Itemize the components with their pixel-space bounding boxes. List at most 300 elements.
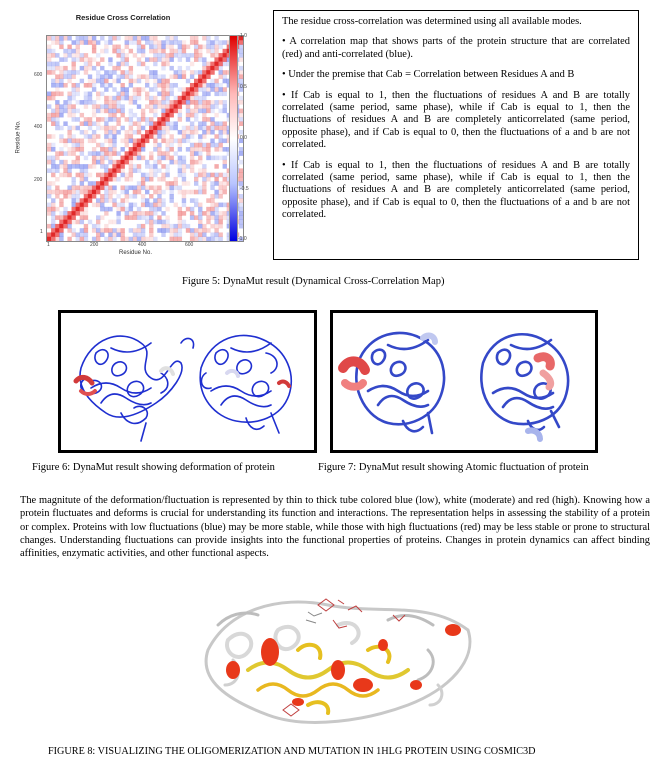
heatmap-cell	[206, 173, 210, 178]
heatmap-cell	[145, 117, 149, 122]
heatmap-cell	[214, 121, 218, 126]
heatmap-cell	[76, 100, 80, 105]
heatmap-cell	[145, 40, 149, 45]
heatmap-cell	[141, 194, 145, 199]
heatmap-cell	[170, 45, 174, 50]
heatmap-cell	[125, 151, 129, 156]
heatmap-cell	[194, 70, 198, 75]
heatmap-cell	[170, 100, 174, 105]
heatmap-cell	[161, 57, 165, 62]
heatmap-cell	[80, 215, 84, 220]
heatmap-cell	[206, 130, 210, 135]
heatmap-cell	[206, 143, 210, 148]
heatmap-cell	[80, 203, 84, 208]
heatmap-cell	[174, 121, 178, 126]
heatmap-cell	[178, 224, 182, 229]
heatmap-cell	[47, 96, 51, 101]
heatmap-cell	[182, 74, 186, 79]
heatmap-cell	[137, 168, 141, 173]
deformation-protein-image	[58, 310, 317, 453]
heatmap-cell	[182, 53, 186, 58]
heatmap-cell	[76, 207, 80, 212]
heatmap-cell	[165, 156, 169, 161]
heatmap-cell	[108, 220, 112, 225]
heatmap-cell	[198, 173, 202, 178]
heatmap-cell	[104, 147, 108, 152]
heatmap-cell	[198, 45, 202, 50]
heatmap-cell	[133, 164, 137, 169]
heatmap-cell	[100, 49, 104, 54]
heatmap-cell	[149, 36, 153, 41]
heatmap-cell	[72, 151, 76, 156]
heatmap-cell	[157, 117, 161, 122]
heatmap-cell	[76, 45, 80, 50]
heatmap-cell	[170, 134, 174, 139]
heatmap-cell	[165, 100, 169, 105]
heatmap-cell	[202, 79, 206, 84]
heatmap-cell	[96, 62, 100, 67]
heatmap-cell	[210, 232, 214, 237]
heatmap-cell	[96, 79, 100, 84]
heatmap-cell	[80, 181, 84, 186]
heatmap-cell	[104, 134, 108, 139]
heatmap-cell	[67, 92, 71, 97]
heatmap-cell	[190, 83, 194, 88]
heatmap-cell	[112, 203, 116, 208]
heatmap-cell	[133, 156, 137, 161]
heatmap-cell	[149, 109, 153, 114]
heatmap-cell	[202, 185, 206, 190]
heatmap-cell	[210, 143, 214, 148]
heatmap-cell	[149, 207, 153, 212]
heatmap-cell	[51, 211, 55, 216]
heatmap-cell	[153, 62, 157, 67]
heatmap-cell	[112, 45, 116, 50]
heatmap-cell	[161, 224, 165, 229]
heatmap-cell	[96, 143, 100, 148]
heatmap-cell	[80, 220, 84, 225]
heatmap-cell	[76, 160, 80, 165]
heatmap-cell	[47, 181, 51, 186]
heatmap-cell	[153, 45, 157, 50]
heatmap-cell	[80, 177, 84, 182]
heatmap-cell	[206, 36, 210, 41]
heatmap-cell	[55, 237, 59, 241]
heatmap-cell	[194, 40, 198, 45]
heatmap-cell	[157, 207, 161, 212]
heatmap-cell	[80, 66, 84, 71]
heatmap-cell	[51, 164, 55, 169]
heatmap-cell	[116, 79, 120, 84]
heatmap-cell	[214, 211, 218, 216]
heatmap-cell	[100, 181, 104, 186]
explanation-bullet: • If Cab is equal to 1, then the fluctuations of residues A and B are totally correlated (same period, same phase), while if Cab is equal to 1, then the fluctuations of residues A and B are completely anticorrelated (same period, opposite phase), and if Cab is equal to 0, then the fluctuations of a and b are not correlated.	[282, 89, 630, 151]
heatmap-cell	[67, 96, 71, 101]
heatmap-cell	[145, 185, 149, 190]
heatmap-cell	[165, 117, 169, 122]
heatmap-cell	[174, 224, 178, 229]
heatmap-cell	[88, 173, 92, 178]
heatmap-cell	[80, 40, 84, 45]
heatmap-cell	[198, 139, 202, 144]
heatmap-cell	[178, 147, 182, 152]
heatmap-cell	[121, 109, 125, 114]
heatmap-cell	[100, 83, 104, 88]
heatmap-cell	[67, 36, 71, 41]
explanation-bullet: • A correlation map that shows parts of the protein structure that are correlated (red) and anti-correlated (blue).	[282, 36, 630, 60]
heatmap-cell	[178, 160, 182, 165]
heatmap-cell	[214, 194, 218, 199]
heatmap-cell	[129, 177, 133, 182]
heatmap-cell	[121, 53, 125, 58]
heatmap-cell	[190, 151, 194, 156]
heatmap-cell	[198, 203, 202, 208]
heatmap-cell	[104, 87, 108, 92]
heatmap-cell	[63, 83, 67, 88]
heatmap-cell	[149, 57, 153, 62]
heatmap-cell	[133, 211, 137, 216]
heatmap-cell	[104, 74, 108, 79]
heatmap-cell	[165, 151, 169, 156]
heatmap-cell	[112, 185, 116, 190]
heatmap-cell	[59, 151, 63, 156]
heatmap-cell	[202, 62, 206, 67]
heatmap-cell	[178, 87, 182, 92]
heatmap-cell	[112, 173, 116, 178]
heatmap-cell	[223, 126, 227, 131]
heatmap-cell	[108, 109, 112, 114]
heatmap-cell	[121, 156, 125, 161]
heatmap-cell	[100, 109, 104, 114]
heatmap-cell	[92, 147, 96, 152]
heatmap-cell	[104, 151, 108, 156]
heatmap-cell	[219, 185, 223, 190]
heatmap-cell	[186, 190, 190, 195]
heatmap-cell	[190, 62, 194, 67]
heatmap-cell	[219, 237, 223, 241]
heatmap-cell	[125, 194, 129, 199]
heatmap-cell	[112, 168, 116, 173]
heatmap-cell	[100, 74, 104, 79]
heatmap-cell	[145, 79, 149, 84]
heatmap-cell	[239, 66, 243, 71]
heatmap-cell	[194, 228, 198, 233]
heatmap-cell	[63, 70, 67, 75]
heatmap-cell	[198, 134, 202, 139]
heatmap-cell	[67, 190, 71, 195]
heatmap-cell	[157, 151, 161, 156]
heatmap-cell	[219, 126, 223, 131]
heatmap-cell	[214, 104, 218, 109]
heatmap-cell	[149, 156, 153, 161]
heatmap-cell	[92, 156, 96, 161]
heatmap-cell	[84, 164, 88, 169]
heatmap-cell	[84, 57, 88, 62]
heatmap-cell	[170, 139, 174, 144]
heatmap-cell	[129, 139, 133, 144]
heatmap-cell	[137, 190, 141, 195]
heatmap-cell	[108, 156, 112, 161]
heatmap-cell	[63, 53, 67, 58]
heatmap-cell	[96, 96, 100, 101]
heatmap-cell	[198, 215, 202, 220]
heatmap-cell	[88, 126, 92, 131]
heatmap-cell	[178, 173, 182, 178]
heatmap-cell	[59, 57, 63, 62]
heatmap-cell	[104, 109, 108, 114]
heatmap-cell	[202, 134, 206, 139]
heatmap-cell	[190, 215, 194, 220]
heatmap-cell	[178, 40, 182, 45]
heatmap-cell	[182, 190, 186, 195]
heatmap-cell	[59, 109, 63, 114]
heatmap-cell	[108, 190, 112, 195]
heatmap-cell	[112, 232, 116, 237]
heatmap-cell	[186, 92, 190, 97]
heatmap-cell	[47, 92, 51, 97]
heatmap-cell	[190, 147, 194, 152]
heatmap-cell	[125, 215, 129, 220]
heatmap-cell	[104, 100, 108, 105]
heatmap-cell	[219, 224, 223, 229]
heatmap-cell	[59, 228, 63, 233]
heatmap-cell	[47, 168, 51, 173]
heatmap-cell	[59, 203, 63, 208]
heatmap-cell	[51, 147, 55, 152]
heatmap-cell	[100, 117, 104, 122]
heatmap-cell	[141, 203, 145, 208]
heatmap-cell	[67, 147, 71, 152]
heatmap-cell	[206, 151, 210, 156]
heatmap-cell	[153, 57, 157, 62]
heatmap-cell	[72, 215, 76, 220]
heatmap-cell	[108, 207, 112, 212]
heatmap-cell	[153, 185, 157, 190]
heatmap-cell	[178, 70, 182, 75]
heatmap-cell	[116, 74, 120, 79]
heatmap-cell	[161, 198, 165, 203]
heatmap-cell	[112, 220, 116, 225]
heatmap-cell	[84, 194, 88, 199]
heatmap-cell	[80, 190, 84, 195]
heatmap-cell	[145, 198, 149, 203]
heatmap-cell	[219, 215, 223, 220]
heatmap-cell	[72, 53, 76, 58]
heatmap-cell	[149, 100, 153, 105]
heatmap-cell	[116, 53, 120, 58]
heatmap-cell	[182, 134, 186, 139]
heatmap-cell	[72, 220, 76, 225]
heatmap-cell	[178, 156, 182, 161]
heatmap-cell	[116, 207, 120, 212]
heatmap-cell	[80, 211, 84, 216]
heatmap-cell	[165, 224, 169, 229]
heatmap-cell	[149, 173, 153, 178]
heatmap-cell	[51, 96, 55, 101]
x-tick: 1	[47, 242, 50, 248]
heatmap-cell	[190, 164, 194, 169]
heatmap-cell	[137, 151, 141, 156]
heatmap-cell	[51, 228, 55, 233]
heatmap-cell	[157, 168, 161, 173]
heatmap-cell	[157, 126, 161, 131]
heatmap-cell	[165, 220, 169, 225]
heatmap-cell	[67, 130, 71, 135]
heatmap-cell	[165, 40, 169, 45]
heatmap-cell	[153, 134, 157, 139]
heatmap-cell	[121, 237, 125, 241]
heatmap-cell	[170, 113, 174, 118]
heatmap-cell	[198, 151, 202, 156]
heatmap-cell	[133, 121, 137, 126]
heatmap-cell	[178, 74, 182, 79]
heatmap-cell	[67, 185, 71, 190]
heatmap-cell	[92, 164, 96, 169]
heatmap-cell	[72, 228, 76, 233]
heatmap-cell	[214, 177, 218, 182]
x-tick: 200	[90, 242, 99, 248]
heatmap-cell	[116, 100, 120, 105]
heatmap-cell	[125, 190, 129, 195]
heatmap-cell	[174, 83, 178, 88]
heatmap-cell	[161, 83, 165, 88]
heatmap-cell	[72, 198, 76, 203]
heatmap-cell	[125, 207, 129, 212]
heatmap-cell	[92, 151, 96, 156]
heatmap-cell	[194, 232, 198, 237]
heatmap-cell	[153, 130, 157, 135]
heatmap-cell	[206, 126, 210, 131]
heatmap-cell	[239, 215, 243, 220]
heatmap-cell	[84, 53, 88, 58]
heatmap-cell	[51, 83, 55, 88]
heatmap-cell	[133, 96, 137, 101]
heatmap-cell	[47, 160, 51, 165]
heatmap-cell	[170, 92, 174, 97]
heatmap-cell	[100, 177, 104, 182]
heatmap-cell	[178, 139, 182, 144]
heatmap-cell	[214, 53, 218, 58]
heatmap-cell	[210, 130, 214, 135]
heatmap-cell	[92, 228, 96, 233]
colorbar-tick: 1.0	[240, 33, 247, 39]
heatmap-cell	[239, 151, 243, 156]
heatmap-cell	[133, 113, 137, 118]
heatmap-cell	[72, 232, 76, 237]
heatmap-cell	[92, 160, 96, 165]
heatmap-cell	[92, 224, 96, 229]
heatmap-cell	[121, 203, 125, 208]
heatmap-cell	[88, 185, 92, 190]
heatmap-cell	[206, 215, 210, 220]
heatmap-cell	[47, 49, 51, 54]
heatmap-cell	[190, 207, 194, 212]
heatmap-cell	[88, 74, 92, 79]
heatmap-cell	[157, 143, 161, 148]
heatmap-cell	[190, 87, 194, 92]
heatmap-cell	[55, 151, 59, 156]
heatmap-cell	[161, 156, 165, 161]
heatmap-cell	[165, 79, 169, 84]
heatmap-cell	[63, 57, 67, 62]
heatmap-cell	[72, 181, 76, 186]
heatmap-cell	[59, 220, 63, 225]
heatmap-cell	[125, 70, 129, 75]
heatmap-cell	[84, 207, 88, 212]
heatmap-cell	[178, 96, 182, 101]
heatmap-cell	[198, 96, 202, 101]
heatmap-cell	[104, 79, 108, 84]
heatmap-cell	[174, 104, 178, 109]
heatmap-cell	[47, 134, 51, 139]
heatmap-cell	[198, 168, 202, 173]
heatmap-cell	[133, 203, 137, 208]
heatmap-cell	[47, 36, 51, 41]
heatmap-cell	[129, 83, 133, 88]
heatmap-cell	[63, 36, 67, 41]
heatmap-cell	[210, 224, 214, 229]
heatmap-cell	[137, 147, 141, 152]
heatmap-cell	[153, 190, 157, 195]
heatmap-cell	[194, 100, 198, 105]
heatmap-cell	[198, 160, 202, 165]
heatmap-cell	[88, 117, 92, 122]
heatmap-cell	[84, 130, 88, 135]
heatmap-cell	[174, 181, 178, 186]
heatmap-cell	[72, 185, 76, 190]
heatmap-cell	[76, 143, 80, 148]
heatmap-cell	[194, 92, 198, 97]
heatmap-cell	[133, 87, 137, 92]
heatmap-cell	[165, 96, 169, 101]
heatmap-cell	[59, 147, 63, 152]
heatmap-cell	[121, 49, 125, 54]
heatmap-cell	[153, 237, 157, 241]
heatmap-cell	[80, 173, 84, 178]
heatmap-cell	[137, 74, 141, 79]
heatmap-cell	[157, 194, 161, 199]
heatmap-cell	[194, 147, 198, 152]
heatmap-cell	[170, 194, 174, 199]
heatmap-cell	[100, 164, 104, 169]
heatmap-cell	[67, 126, 71, 131]
heatmap-x-label: Residue No.	[119, 250, 153, 256]
heatmap-cell	[51, 40, 55, 45]
heatmap-cell	[80, 198, 84, 203]
heatmap-cell	[55, 113, 59, 118]
heatmap-cell	[47, 194, 51, 199]
heatmap-cell	[84, 237, 88, 241]
heatmap-cell	[219, 181, 223, 186]
heatmap-cell	[210, 66, 214, 71]
heatmap-cell	[210, 121, 214, 126]
heatmap-cell	[104, 164, 108, 169]
heatmap-cell	[112, 96, 116, 101]
heatmap-cell	[190, 134, 194, 139]
heatmap-cell	[55, 232, 59, 237]
heatmap-cell	[161, 53, 165, 58]
heatmap-cell	[51, 207, 55, 212]
heatmap-cell	[88, 181, 92, 186]
heatmap-cell	[149, 49, 153, 54]
heatmap-cell	[112, 87, 116, 92]
heatmap-cell	[202, 57, 206, 62]
heatmap-cell	[121, 164, 125, 169]
heatmap-cell	[206, 147, 210, 152]
heatmap-cell	[92, 203, 96, 208]
heatmap-cell	[59, 70, 63, 75]
heatmap-cell	[137, 156, 141, 161]
